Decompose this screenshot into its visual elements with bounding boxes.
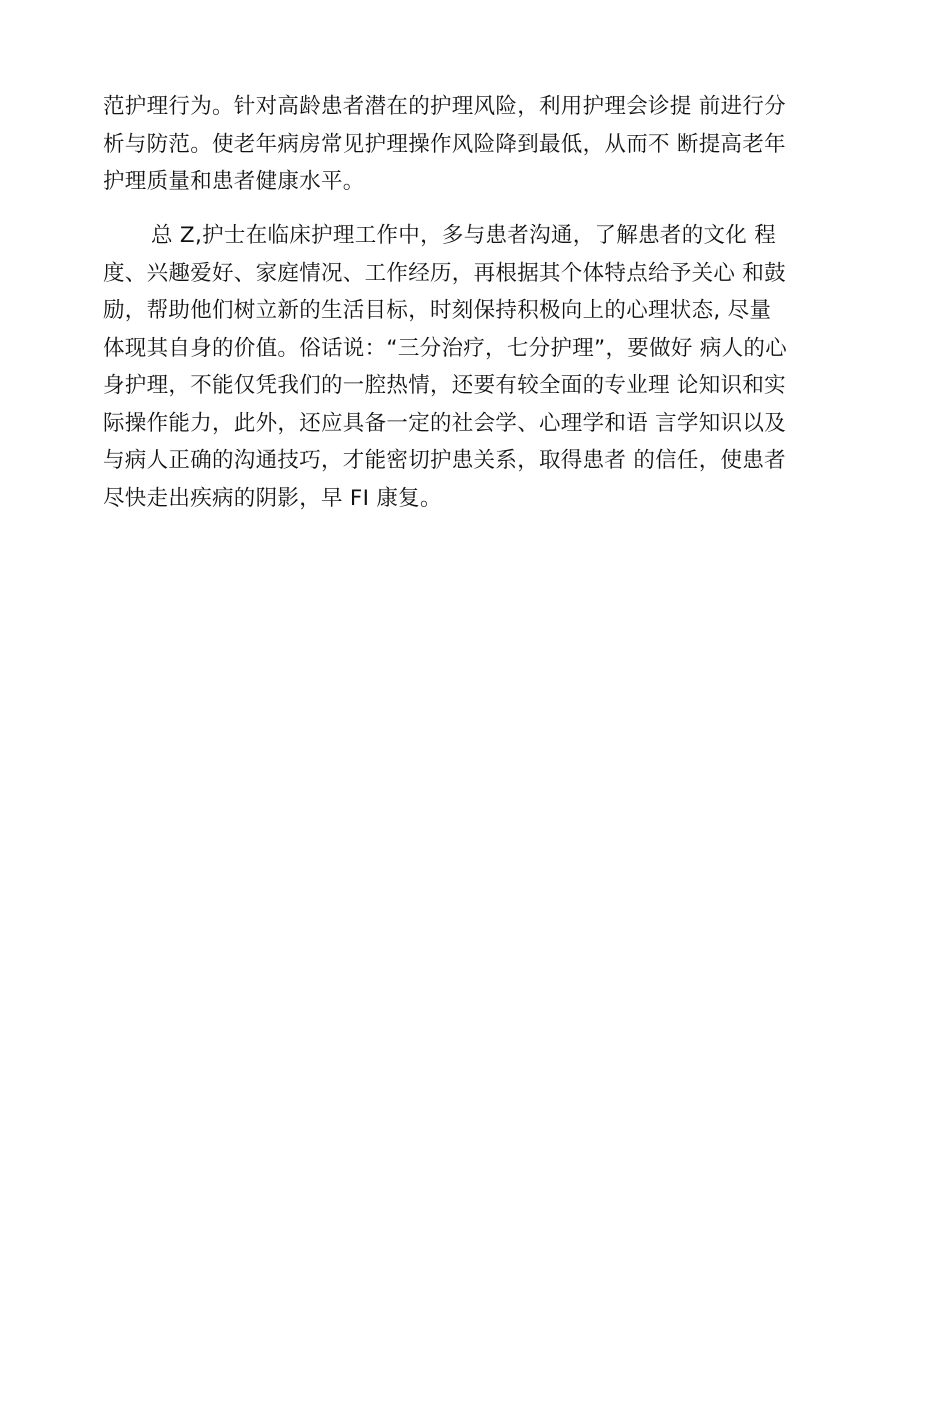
paragraph-2-line-1: 总 Z,护士在临床护理工作中，多与患者沟通，了解患者的文化 程 [151, 223, 777, 248]
paragraph-2 [103, 217, 863, 517]
paragraph-2-line-3: 励，帮助他们树立新的生活目标，时刻保持积极向上的心理状态, 尽量 [103, 298, 772, 323]
paragraph-2-line-7: 与病人正确的沟通技巧，才能密切护患关系，取得患者 的信任，使患者 [103, 448, 786, 473]
paragraph-1-line-3: 护理质量和患者健康水平。 [103, 169, 365, 194]
paragraph-2-line-8: 尽快走出疾病的阴影，早 FI 康复。 [103, 485, 442, 511]
paragraph-2-line-4: 体现其自身的价值。俗话说：“三分治疗，七分护理”，要做好 病人的心 [103, 335, 788, 361]
paragraph-1-line-1: 范护理行为。针对高龄患者潜在的护理风险，利用护理会诊提 前进行分 [103, 94, 786, 119]
paragraph-2-line-6: 际操作能力，此外，还应具备一定的社会学、心理学和语 言学知识以及 [103, 410, 786, 436]
paragraph-1-line-2: 析与防范。使老年病房常见护理操作风险降到最低，从而不 断提高老年 [103, 131, 786, 157]
paragraph-1 [103, 88, 863, 201]
paragraph-2-line-2: 度、兴趣爱好、家庭情况、工作经历，再根据其个体特点给予关心 和鼓 [103, 260, 786, 286]
paragraph-2-line-5: 身护理，不能仅凭我们的一腔热情，还要有较全面的专业理 论知识和实 [103, 373, 786, 398]
